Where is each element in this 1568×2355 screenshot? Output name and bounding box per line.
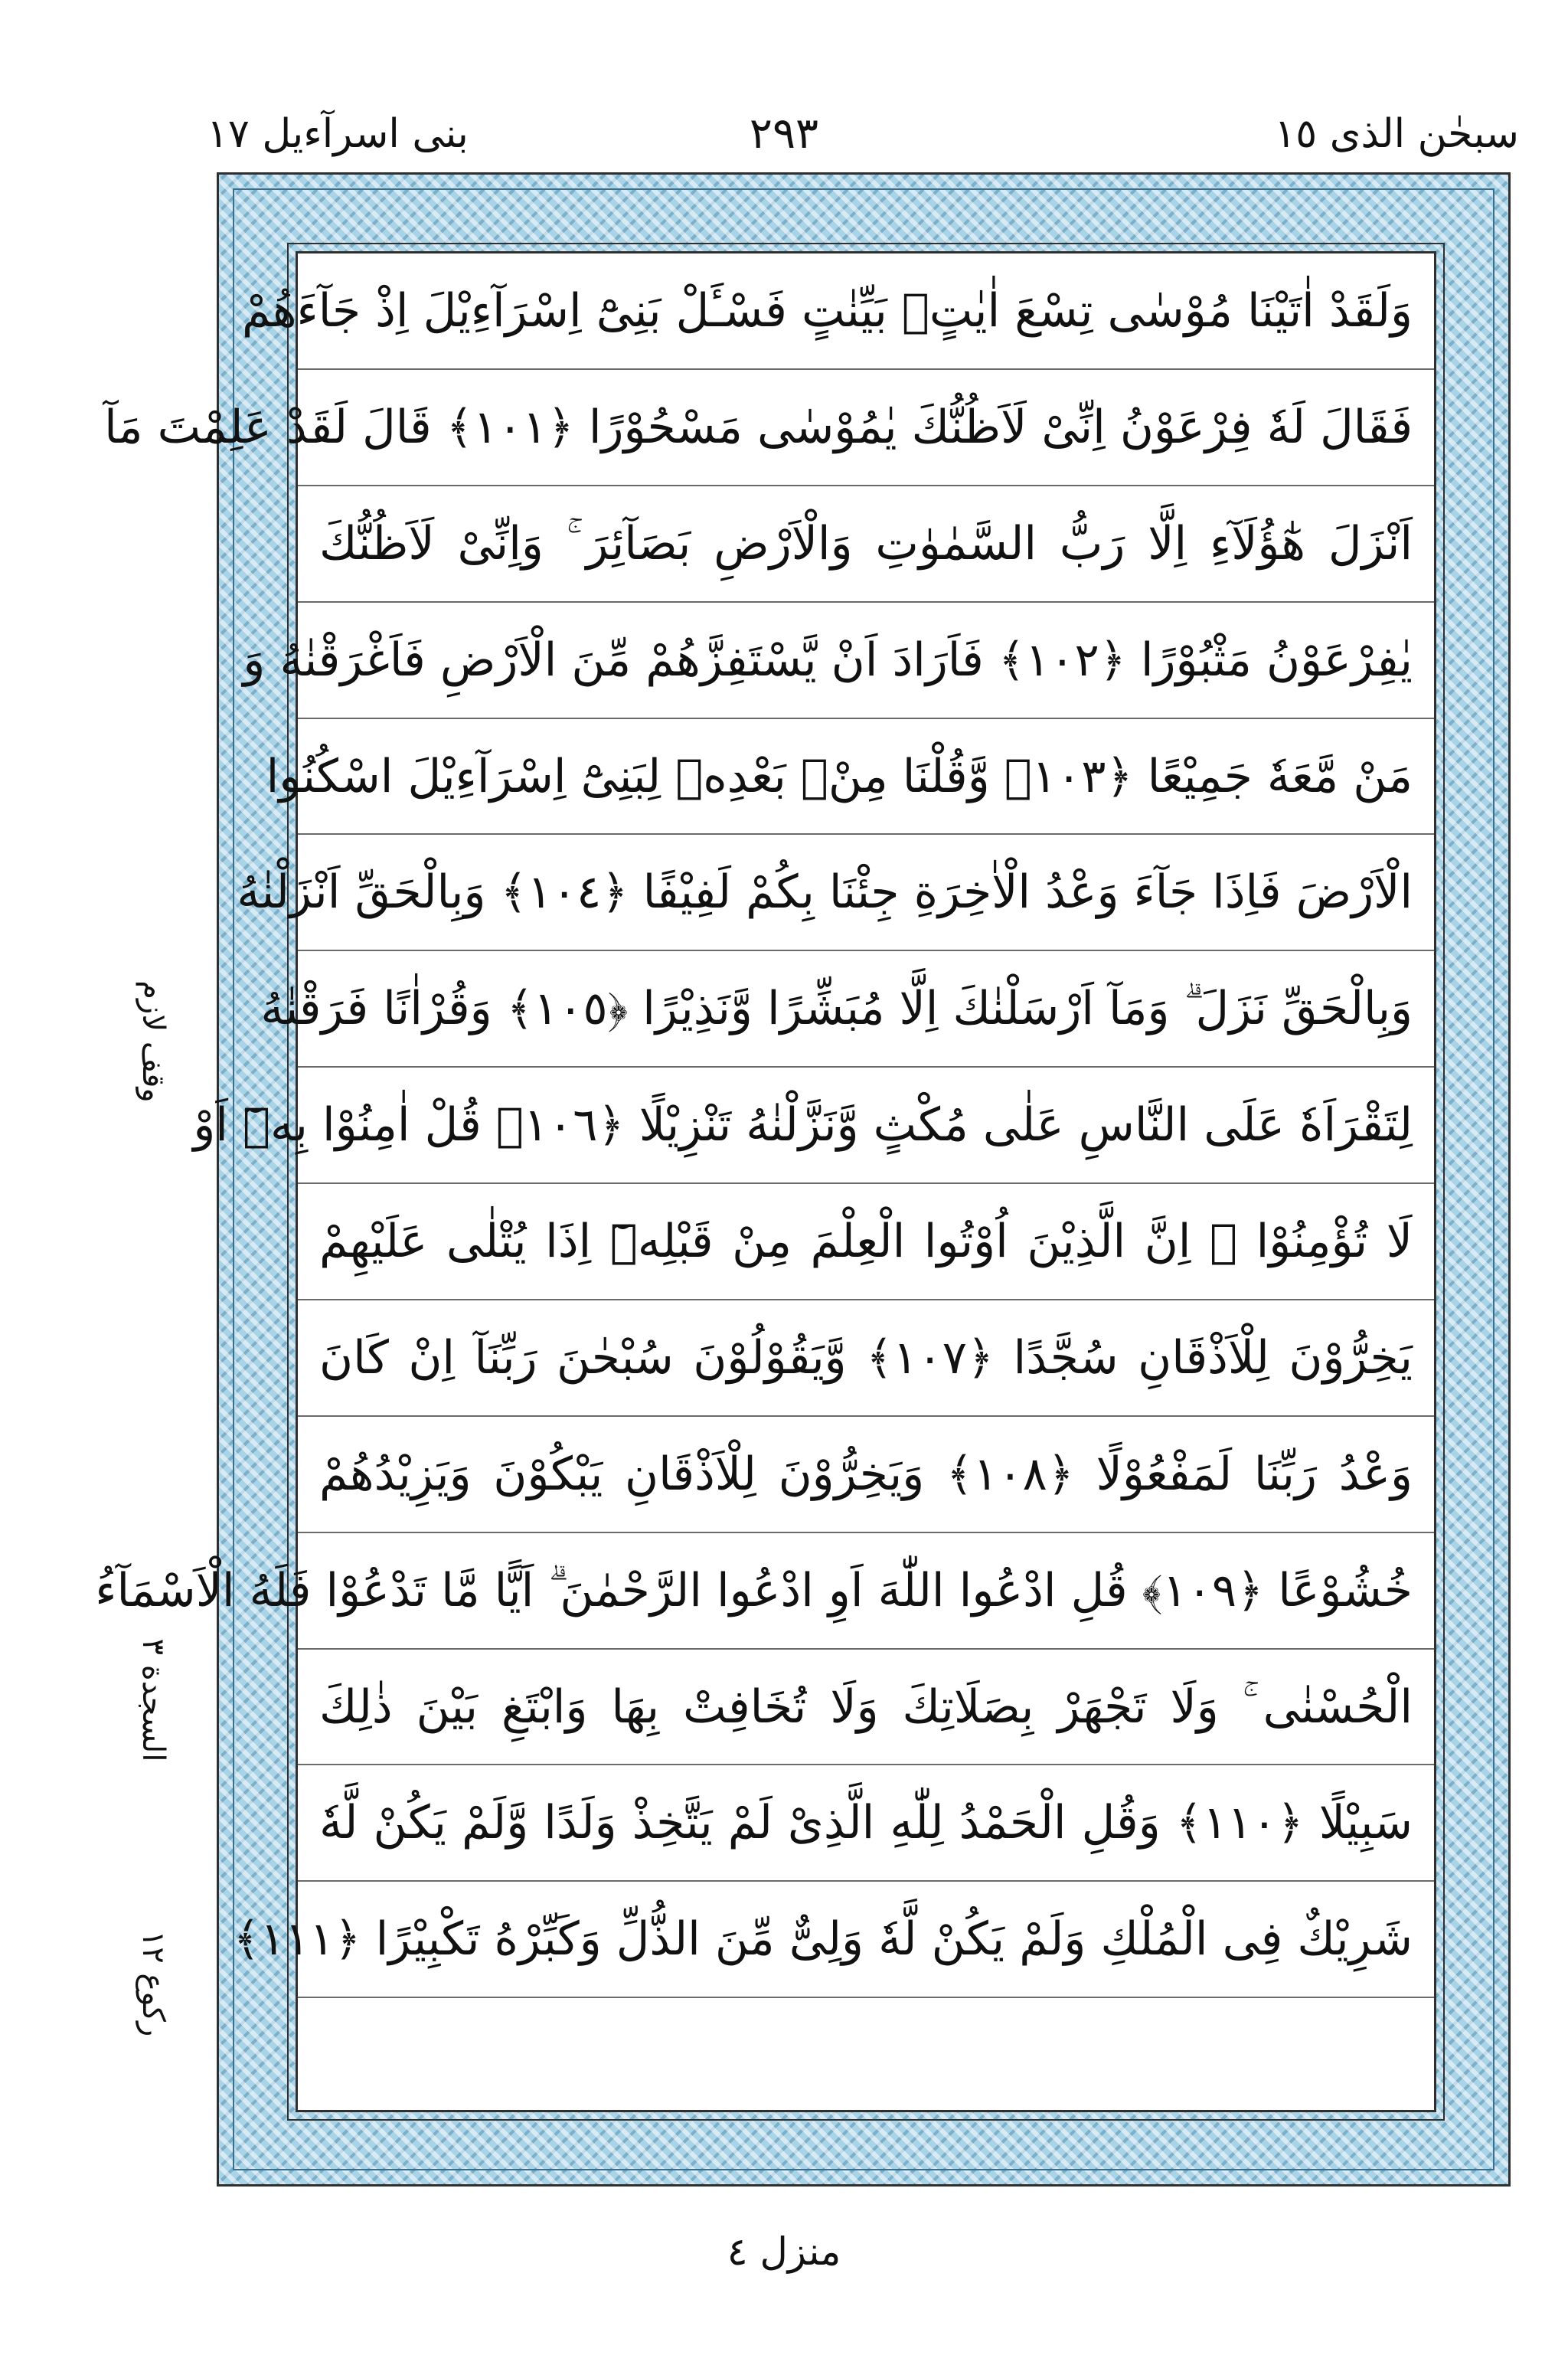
text-line: سَبِيْلًا ﴿١١٠﴾ وَقُلِ الْحَمْدُ لِلّٰهِ الَّذِىْ لَمْ يَتَّخِذْ وَلَدًا وَّلَمْ يَكُنْ لَّهٗ (298, 1765, 1434, 1882)
text-line: يَخِرُّوْنَ لِلْاَذْقَانِ سُجَّدًا ﴿١٠٧﴾ وَّيَقُوْلُوْنَ سُبْحٰنَ رَبِّنَآ اِنْ كَانَ (298, 1300, 1434, 1417)
header-right-title: سبحٰن الذی ١٥ (1274, 111, 1519, 157)
page-header (0, 92, 1568, 176)
manzil-label: منزل ٤ (727, 2229, 841, 2274)
text-line: لِتَقْرَاَهٗ عَلَى النَّاسِ عَلٰى مُكْثٍ وَّنَزَّلْنٰهُ تَنْزِيْلًا ﴿١٠٦﴾ قُلْ اٰمِنُوْا بِهٖٓ اَوْ (298, 1068, 1434, 1184)
page-footer (0, 2213, 1568, 2290)
text-line: شَرِيْكٌ فِى الْمُلْكِ وَلَمْ يَكُنْ لَّهٗ وَلِىٌّ مِّنَ الذُّلِّ وَكَبِّرْهُ تَكْبِيْرًا ﴿١١١﴾ (298, 1882, 1434, 1998)
margin-note-middle-text: السجدة ٣ (136, 1638, 171, 1762)
text-line: وَبِالْحَقِّ نَزَلَ ۗ وَمَآ اَرْسَلْنٰكَ اِلَّا مُبَشِّرًا وَّنَذِيْرًا ﴿١٠٥﴾ وَقُرْاٰنًا فَرَقْنٰهُ (298, 951, 1434, 1068)
margin-note-bottom (115, 1869, 191, 2098)
margin-note-top (115, 927, 191, 1156)
text-line: خُشُوْعًا ﴿١٠٩﴾ قُلِ ادْعُوا اللّٰهَ اَوِ ادْعُوا الرَّحْمٰنَ ۗ اَيًّا مَّا تَدْعُوْا فَلَهُ الْاَسْمَآءُ (298, 1533, 1434, 1650)
text-line (298, 1998, 1434, 2115)
text-line: مَنْ مَّعَهٗ جَمِيْعًا ﴿١٠٣﴾ وَّقُلْنَا مِنْۢ بَعْدِهٖ لِبَنِىْٓ اِسْرَآءِيْلَ اسْكُنُوا (298, 719, 1434, 836)
text-line: وَلَقَدْ اٰتَيْنَا مُوْسٰى تِسْعَ اٰيٰتٍۢ بَيِّنٰتٍ فَسْـَٔلْ بَنِىْٓ اِسْرَآءِيْلَ اِذْ جَآءَهُمْ (298, 253, 1434, 370)
margin-note-bottom-text: ركوع ١٢ (136, 1930, 171, 2037)
page-number: ٢٩٣ (749, 109, 819, 159)
text-line: وَعْدُ رَبِّنَا لَمَفْعُوْلًا ﴿١٠٨﴾ وَيَخِرُّوْنَ لِلْاَذْقَانِ يَبْكُوْنَ وَيَزِيْدُهُمْ (298, 1417, 1434, 1533)
text-line: الْاَرْضَ فَاِذَا جَآءَ وَعْدُ الْاٰخِرَةِ جِئْنَا بِكُمْ لَفِيْفًا ﴿١٠٤﴾ وَبِالْحَقِّ اَنْزَلْنٰهُ (298, 835, 1434, 951)
text-line: فَقَالَ لَهٗ فِرْعَوْنُ اِنِّىْ لَاَظُنُّكَ يٰمُوْسٰى مَسْحُوْرًا ﴿١٠١﴾ قَالَ لَقَدْ عَلِمْتَ مَآ (298, 370, 1434, 486)
text-line: اَنْزَلَ هٰٓؤُلَآءِ اِلَّا رَبُّ السَّمٰوٰتِ وَالْاَرْضِ بَصَآئِرَ ۚ وَاِنِّىْ لَاَظُنُّكَ (298, 486, 1434, 603)
text-line: لَا تُؤْمِنُوْا ۚ اِنَّ الَّذِيْنَ اُوْتُوا الْعِلْمَ مِنْ قَبْلِهٖٓ اِذَا يُتْلٰى عَلَيْهِمْ (298, 1184, 1434, 1300)
text-line: يٰفِرْعَوْنُ مَثْبُوْرًا ﴿١٠٢﴾ فَاَرَادَ اَنْ يَّسْتَفِزَّهُمْ مِّنَ الْاَرْضِ فَاَغْرَقْنٰهُ وَ (298, 603, 1434, 719)
header-left-title: بنی اسرآءیل ١٧ (207, 111, 469, 157)
margin-note-top-text: وقف لازم (136, 980, 171, 1103)
text-line: الْحُسْنٰى ۚ وَلَا تَجْهَرْ بِصَلَاتِكَ وَلَا تُخَافِتْ بِهَا وَابْتَغِ بَيْنَ ذٰلِكَ (298, 1650, 1434, 1766)
